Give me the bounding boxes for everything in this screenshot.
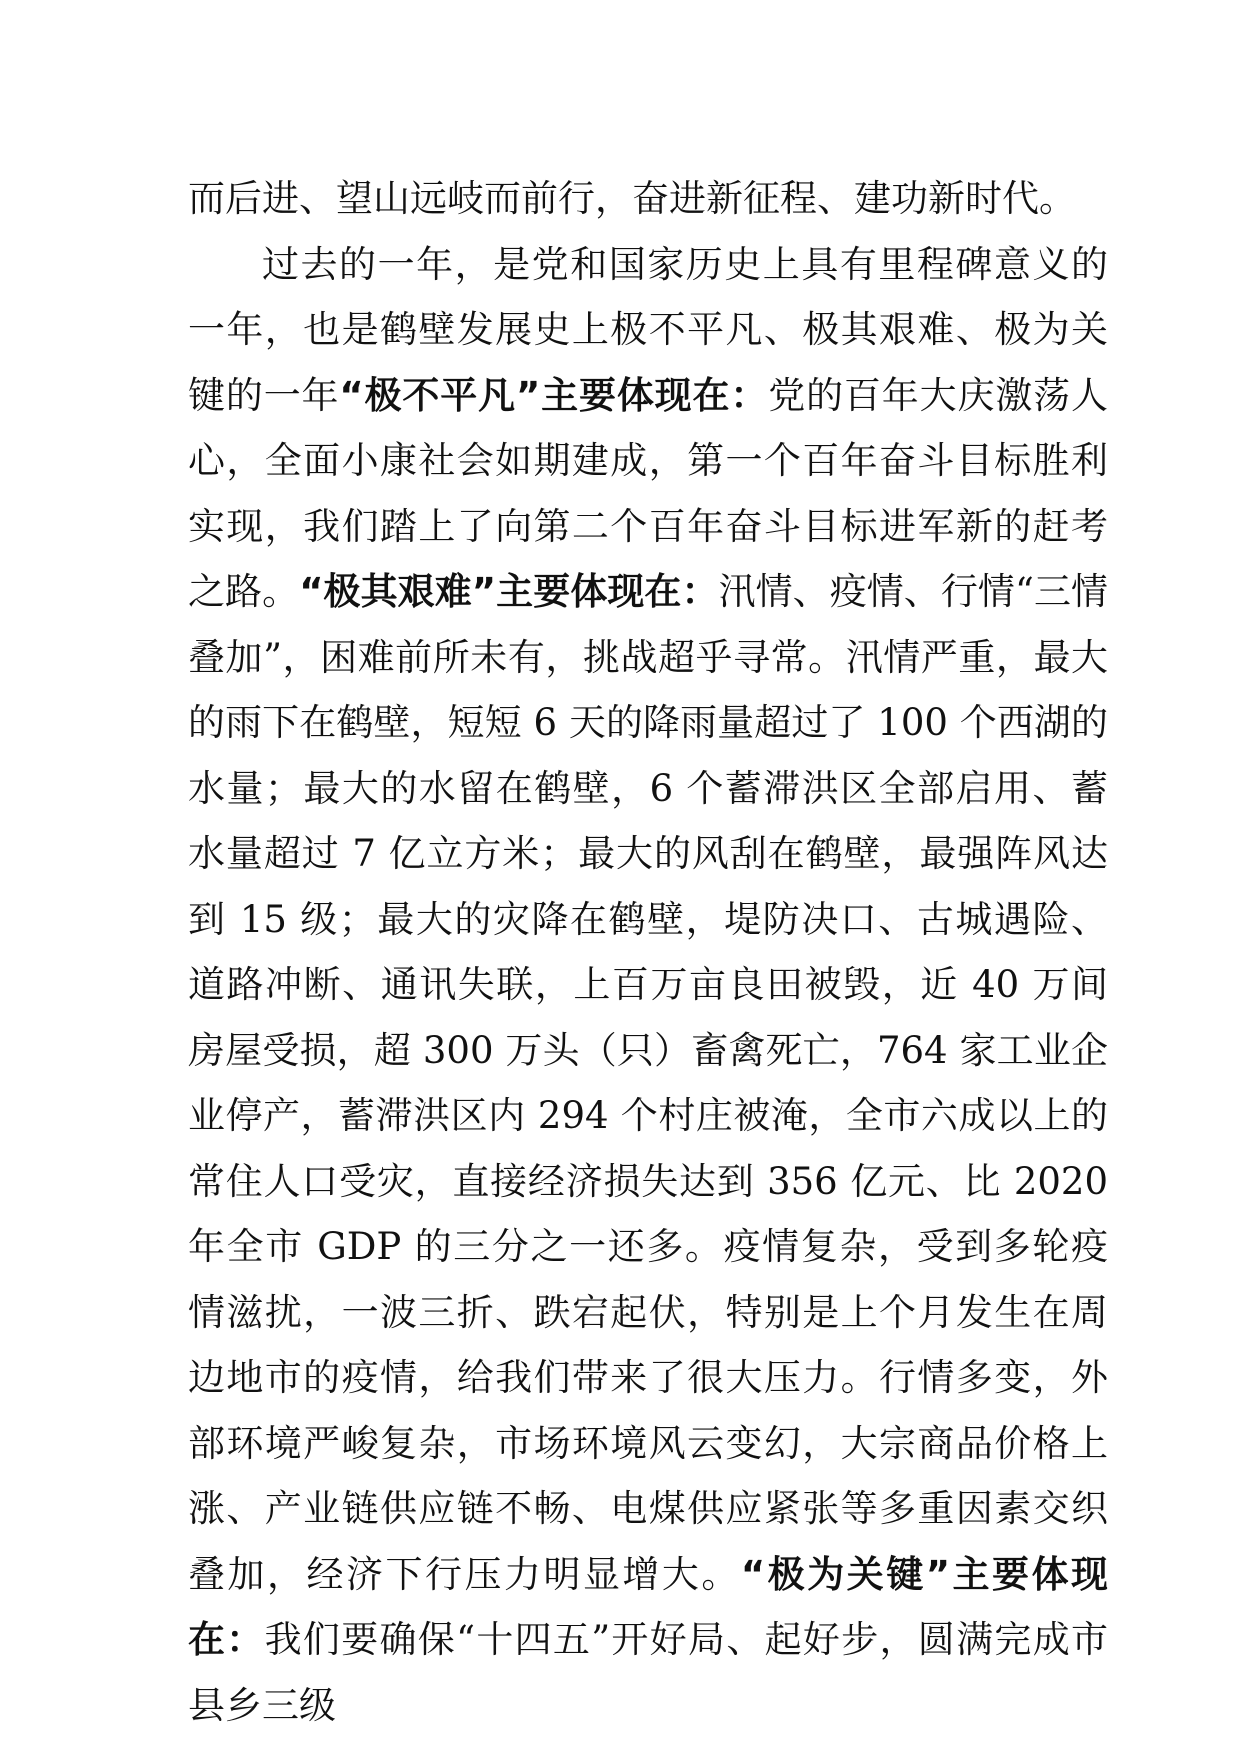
- paragraph-text: 我们要确保“十四五”开好局、起好步，圆满完成市县乡三级: [188, 1618, 1108, 1727]
- document-body: [188, 166, 1108, 1738]
- bold-heading-phrase: “极为关键”主要体现在：: [188, 1552, 1109, 1661]
- bold-heading-phrase: “极不平凡”主要体现在：: [339, 373, 769, 417]
- paragraph: [188, 232, 1108, 1739]
- paragraph-text: 而后进、望山远岐而前行，奋进新征程、建功新时代。: [188, 177, 1076, 220]
- paragraph-text: 过去的一年，是党和国家历史上具有里程碑意义的一年，也是鹤壁发展史上极不平凡、极其艰难、极为关键的一年: [188, 242, 1108, 417]
- paragraph-text: 党的百年大庆激荡人心，全面小康社会如期建成，第一个百年奋斗目标胜利实现，我们踏上了向第二个百年奋斗目标进军新的赶考之路。: [188, 373, 1109, 613]
- bold-heading-phrase: “极其艰难”主要体现在：: [299, 570, 719, 613]
- paragraph: [188, 166, 1108, 232]
- paragraph-text: 汛情、疫情、行情“三情叠加”，困难前所未有，挑战超乎寻常。汛情严重，最大的雨下在鹤壁，短短 6 天的降雨量超过了 100 个西湖的水量；最大的水留在鹤壁，6 个蓄滞洪区全部启用、蓄水量超过 7 亿立方米；最大的风刮在鹤壁，最强阵风达到 15 级；最大的灾降在鹤壁，堤防决口、古城遇险、道路冲断、通讯失联，上百万亩良田被毁，近 40 万间房屋受损，超 300 万头（只）畜禽死亡，764 家工业企业停产，蓄滞洪区内 294 个村庄被淹，全市六成以上的常住人口受灾，直接经济损失达到 356 亿元、比 2020 年全市 GDP 的三分之一还多。疫情复杂，受到多轮疫情滋扰，一波三折、跌宕起伏，特别是上个月发生在周边地市的疫情，给我们带来了很大压力。行情多变，外部环境严峻复杂，市场环境风云变幻，大宗商品价格上涨、产业链供应链不畅、电煤供应紧张等多重因素交织叠加，经济下行压力明显增大。: [188, 570, 1109, 1596]
